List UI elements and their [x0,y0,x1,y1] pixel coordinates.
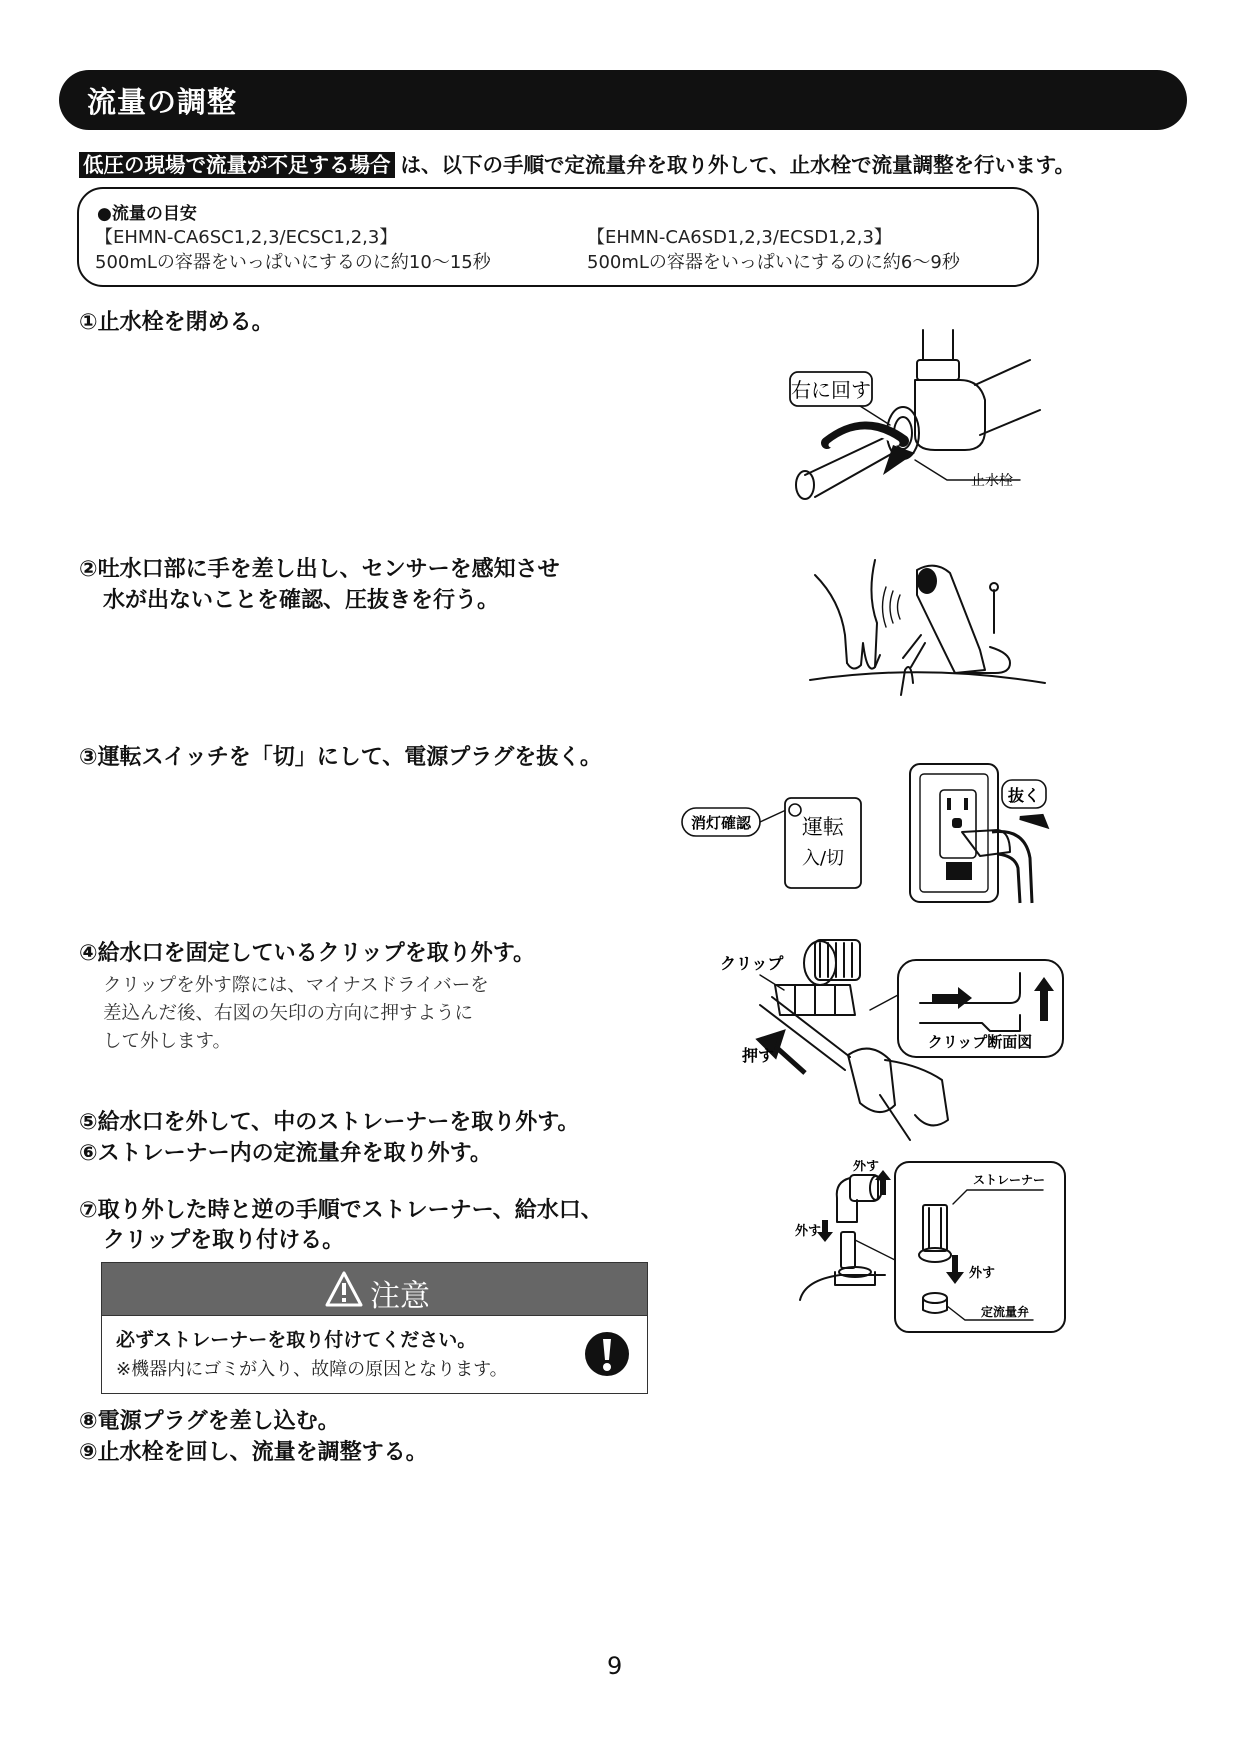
caution-line-2: ※機器内にゴミが入り、故障の原因となります。 [116,1359,508,1380]
caution-box [101,1262,648,1394]
step-7-line-1: ⑦取り外した時と逆の手順でストレーナー、給水口、 [79,1198,603,1223]
intro-paragraph [79,148,1075,178]
page-number: 9 [607,1652,623,1680]
intro-text: は、以下の手順で定流量弁を取り外して、止水栓で流量調整を行います。 [400,153,1075,177]
guide-right-model: 【EHMN-CA6SD1,2,3/ECSD1,2,3】 [587,227,892,248]
figure-switch-label-2: 入/切 [801,848,845,869]
step-4-note-line-3: して外します。 [103,1031,232,1052]
figure-remove-label-2: 外す [795,1224,822,1239]
guide-left-desc: 500mLの容器をいっぱいにするのに約10〜15秒 [95,252,491,273]
figure-turn-label: 右に回す [791,378,871,402]
guide-right-column [587,225,960,275]
figure-push-label: 押す [742,1046,775,1065]
page-title: 流量の調整 [87,85,238,119]
figure-switch-plug [680,758,1060,913]
figure-hand-sensor [805,555,1050,710]
figure-clip-removal [720,935,1070,1145]
figure-valve-label: 止水栓 [971,473,1013,489]
guide-heading: ●流量の目安 [97,204,197,224]
figure-switch-label-1: 運転 [802,815,844,839]
guide-left-column [95,225,491,275]
step-2-line-1: ②吐水口部に手を差し出し、センサーを感知させ [79,557,560,582]
guide-left-model: 【EHMN-CA6SC1,2,3/ECSC1,2,3】 [95,227,398,248]
section-title-bar [59,70,1187,130]
figure-pull-label: 抜く [1007,786,1041,805]
step-8: ⑧電源プラグを差し込む。 [79,1409,340,1434]
figure-clip-label: クリップ [720,954,784,973]
step-7-line-2: クリップを取り付ける。 [103,1228,345,1253]
guide-right-desc: 500mLの容器をいっぱいにするのに約6〜9秒 [587,252,960,273]
step-5: ⑤給水口を外して、中のストレーナーを取り外す。 [79,1110,580,1135]
step-3: ③運転スイッチを「切」にして、電源プラグを抜く。 [79,745,602,770]
figure-remove-label-3: 外す [969,1266,996,1281]
step-9: ⑨止水栓を回し、流量を調整する。 [79,1440,428,1465]
warning-triangle-icon [324,1270,364,1308]
step-4-note-line-2: 差込んだ後、右図の矢印の方向に押すように [103,1003,474,1024]
flow-guide-box [77,187,1039,287]
caution-header [102,1263,647,1316]
figure-remove-label-1: 外す [853,1160,880,1174]
figure-section-label: クリップ断面図 [927,1033,1033,1051]
step-4-note [103,972,489,1056]
step-4: ④給水口を固定しているクリップを取り外す。 [79,941,535,966]
step-2-line-2: 水が出ないことを確認、圧抜きを行う。 [103,588,500,613]
exclamation-icon [583,1330,631,1378]
figure-strainer-removal [795,1160,1070,1340]
caution-title: 注意 [370,1279,430,1314]
figure-stop-valve [775,325,1045,535]
step-4-note-line-1: クリップを外す際には、マイナスドライバーを [103,975,489,996]
figure-strainer-label: ストレーナー [973,1173,1046,1187]
caution-line-1: 必ずストレーナーを取り付けてください。 [116,1329,477,1351]
figure-valve-part-label: 定流量弁 [981,1305,1030,1319]
step-1: ①止水栓を閉める。 [79,310,274,335]
intro-highlight: 低圧の現場で流量が不足する場合 [79,152,395,178]
step-6: ⑥ストレーナー内の定流量弁を取り外す。 [79,1141,492,1166]
figure-confirm-label: 消灯確認 [690,814,752,832]
